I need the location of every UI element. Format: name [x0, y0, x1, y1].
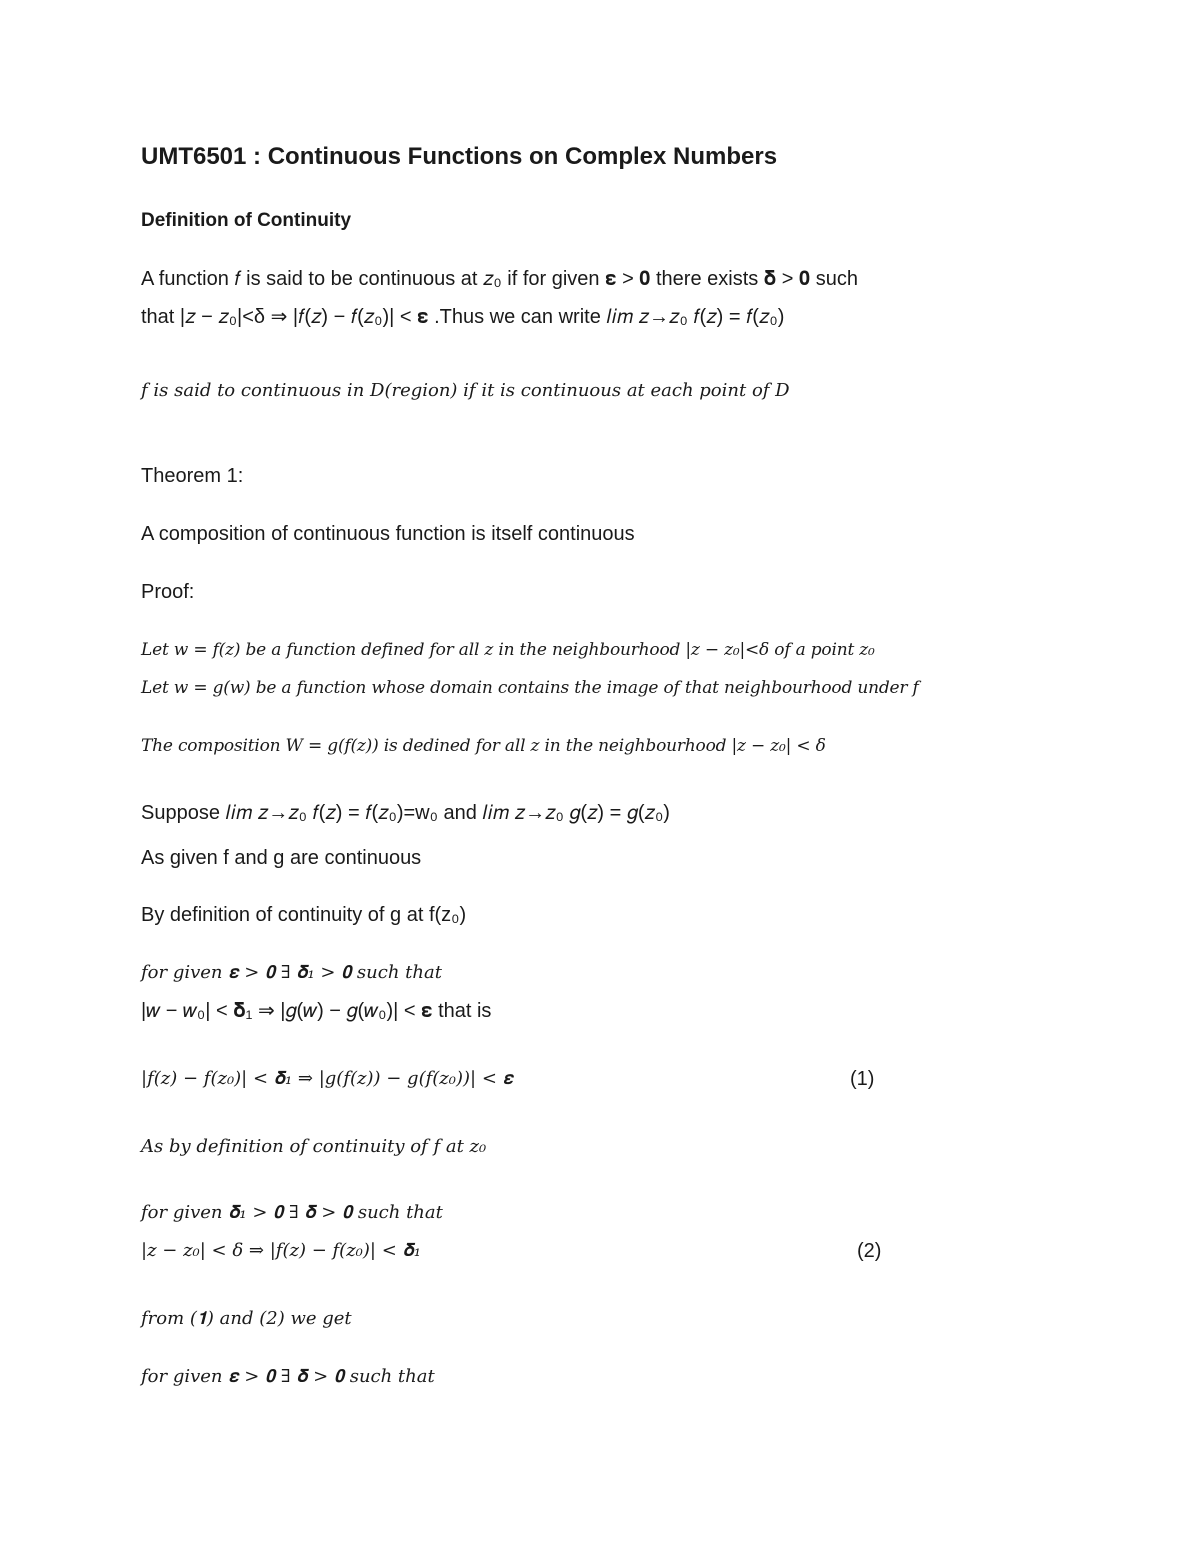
equation-2-number: (2): [857, 1240, 882, 1262]
equation-1-number: (1): [850, 1068, 875, 1090]
equation-2: |𝑧 − 𝑧₀| < δ ⇒ |𝑓(𝑧) − 𝑓(𝑧₀)| < 𝛅₁: [141, 1240, 421, 1261]
proof-w-implies: |𝑤 − 𝑤₀| < 𝛅₁ ⇒ |𝑔(𝑤) − 𝑔(𝑤₀)| < 𝛆 that is: [141, 1000, 492, 1022]
definition-line-2: that |𝑧 − 𝑧₀|<δ ⇒ |𝑓(𝑧) − 𝑓(𝑧₀)| < 𝛆 .Thus we can write 𝑙𝑖𝑚 𝑧→𝑧₀ 𝑓(𝑧) = 𝑓(𝑧₀): [141, 306, 785, 328]
proof-for-given-final: 𝑓𝑜𝑟 𝑔𝑖𝑣𝑒𝑛 𝛆 > 𝟎 ∃ 𝛅 > 𝟎 𝑠𝑢𝑐ℎ 𝑡ℎ𝑎𝑡: [141, 1366, 435, 1387]
proof-label: Proof:: [141, 581, 195, 603]
theorem-label: Theorem 1:: [141, 465, 244, 487]
region-definition: 𝑓 𝑖𝑠 𝑠𝑎𝑖𝑑 𝑡𝑜 𝑐𝑜𝑛𝑡𝑖𝑛𝑢𝑜𝑢𝑠 𝑖𝑛 𝐷(𝑟𝑒𝑔𝑖𝑜𝑛) 𝑖𝑓 𝑖𝑡 𝑖𝑠 𝑐𝑜𝑛𝑡𝑖𝑛𝑢𝑜𝑢𝑠 𝑎𝑡 𝑒𝑎𝑐ℎ 𝑝𝑜𝑖𝑛𝑡 𝑜𝑓 𝐷: [141, 380, 790, 401]
proof-by-def-f: 𝐴𝑠 𝑏𝑦 𝑑𝑒𝑓𝑖𝑛𝑖𝑡𝑖𝑜𝑛 𝑜𝑓 𝑐𝑜𝑛𝑡𝑖𝑛𝑢𝑖𝑡𝑦 𝑜𝑓 𝑓 𝑎𝑡 𝑧₀: [141, 1136, 487, 1157]
page-title: UMT6501 : Continuous Functions on Complex Numbers: [141, 143, 778, 170]
proof-let-w-g: 𝐿𝑒𝑡 𝑤 = 𝑔(𝑤) 𝑏𝑒 𝑎 𝑓𝑢𝑛𝑐𝑡𝑖𝑜𝑛 𝑤ℎ𝑜𝑠𝑒 𝑑𝑜𝑚𝑎𝑖𝑛 𝑐𝑜𝑛𝑡𝑎𝑖𝑛𝑠 𝑡ℎ𝑒 𝑖𝑚𝑎𝑔𝑒 𝑜𝑓 𝑡ℎ𝑎𝑡 𝑛𝑒𝑖𝑔ℎ𝑏𝑜𝑢𝑟ℎ𝑜𝑜𝑑 𝑢𝑛𝑑𝑒𝑟 𝑓: [141, 678, 919, 698]
proof-by-def-g: By definition of continuity of g at f(z₀): [141, 904, 467, 926]
proof-from-1-2: 𝑓𝑟𝑜𝑚 (𝟏) 𝑎𝑛𝑑 (2) 𝑤𝑒 𝑔𝑒𝑡: [141, 1308, 352, 1329]
definition-line-1: A function 𝑓 is said to be continuous at 𝑧₀ if for given 𝛆 > 𝟎 there exists 𝛅 > 𝟎 such: [141, 268, 858, 290]
proof-for-given-eps: 𝑓𝑜𝑟 𝑔𝑖𝑣𝑒𝑛 𝛆 > 𝟎 ∃ 𝛅₁ > 𝟎 𝑠𝑢𝑐ℎ 𝑡ℎ𝑎𝑡: [141, 962, 442, 983]
theorem-statement: A composition of continuous function is itself continuous: [141, 523, 635, 545]
equation-1: |𝑓(𝑧) − 𝑓(𝑧₀)| < 𝛅₁ ⇒ |𝑔(𝑓(𝑧)) − 𝑔(𝑓(𝑧₀))| < 𝛆: [141, 1068, 513, 1089]
proof-composition: 𝑇ℎ𝑒 𝑐𝑜𝑚𝑝𝑜𝑠𝑖𝑡𝑖𝑜𝑛 𝑊 = 𝑔(𝑓(𝑧)) 𝑖𝑠 𝑑𝑒𝑑𝑖𝑛𝑒𝑑 𝑓𝑜𝑟 𝑎𝑙𝑙 𝑧 𝑖𝑛 𝑡ℎ𝑒 𝑛𝑒𝑖𝑔ℎ𝑏𝑜𝑢𝑟ℎ𝑜𝑜𝑑 |𝑧 − 𝑧₀| < δ: [141, 736, 826, 756]
proof-as-given: As given f and g are continuous: [141, 847, 422, 869]
proof-suppose: Suppose 𝑙𝑖𝑚 𝑧→𝑧₀ 𝑓(𝑧) = 𝑓(𝑧₀)=w₀ and 𝑙𝑖𝑚 𝑧→𝑧₀ 𝑔(𝑧) = 𝑔(𝑧₀): [141, 802, 670, 824]
definition-heading: Definition of Continuity: [141, 210, 352, 231]
proof-let-w-f: 𝐿𝑒𝑡 𝑤 = 𝑓(𝑧) 𝑏𝑒 𝑎 𝑓𝑢𝑛𝑐𝑡𝑖𝑜𝑛 𝑑𝑒𝑓𝑖𝑛𝑒𝑑 𝑓𝑜𝑟 𝑎𝑙𝑙 𝑧 𝑖𝑛 𝑡ℎ𝑒 𝑛𝑒𝑖𝑔ℎ𝑏𝑜𝑢𝑟ℎ𝑜𝑜𝑑 |𝑧 − 𝑧₀|<δ 𝑜𝑓 𝑎 𝑝𝑜𝑖𝑛𝑡 𝑧₀: [141, 640, 875, 660]
proof-for-given-delta1: 𝑓𝑜𝑟 𝑔𝑖𝑣𝑒𝑛 𝛅₁ > 𝟎 ∃ 𝛅 > 𝟎 𝑠𝑢𝑐ℎ 𝑡ℎ𝑎𝑡: [141, 1202, 443, 1223]
